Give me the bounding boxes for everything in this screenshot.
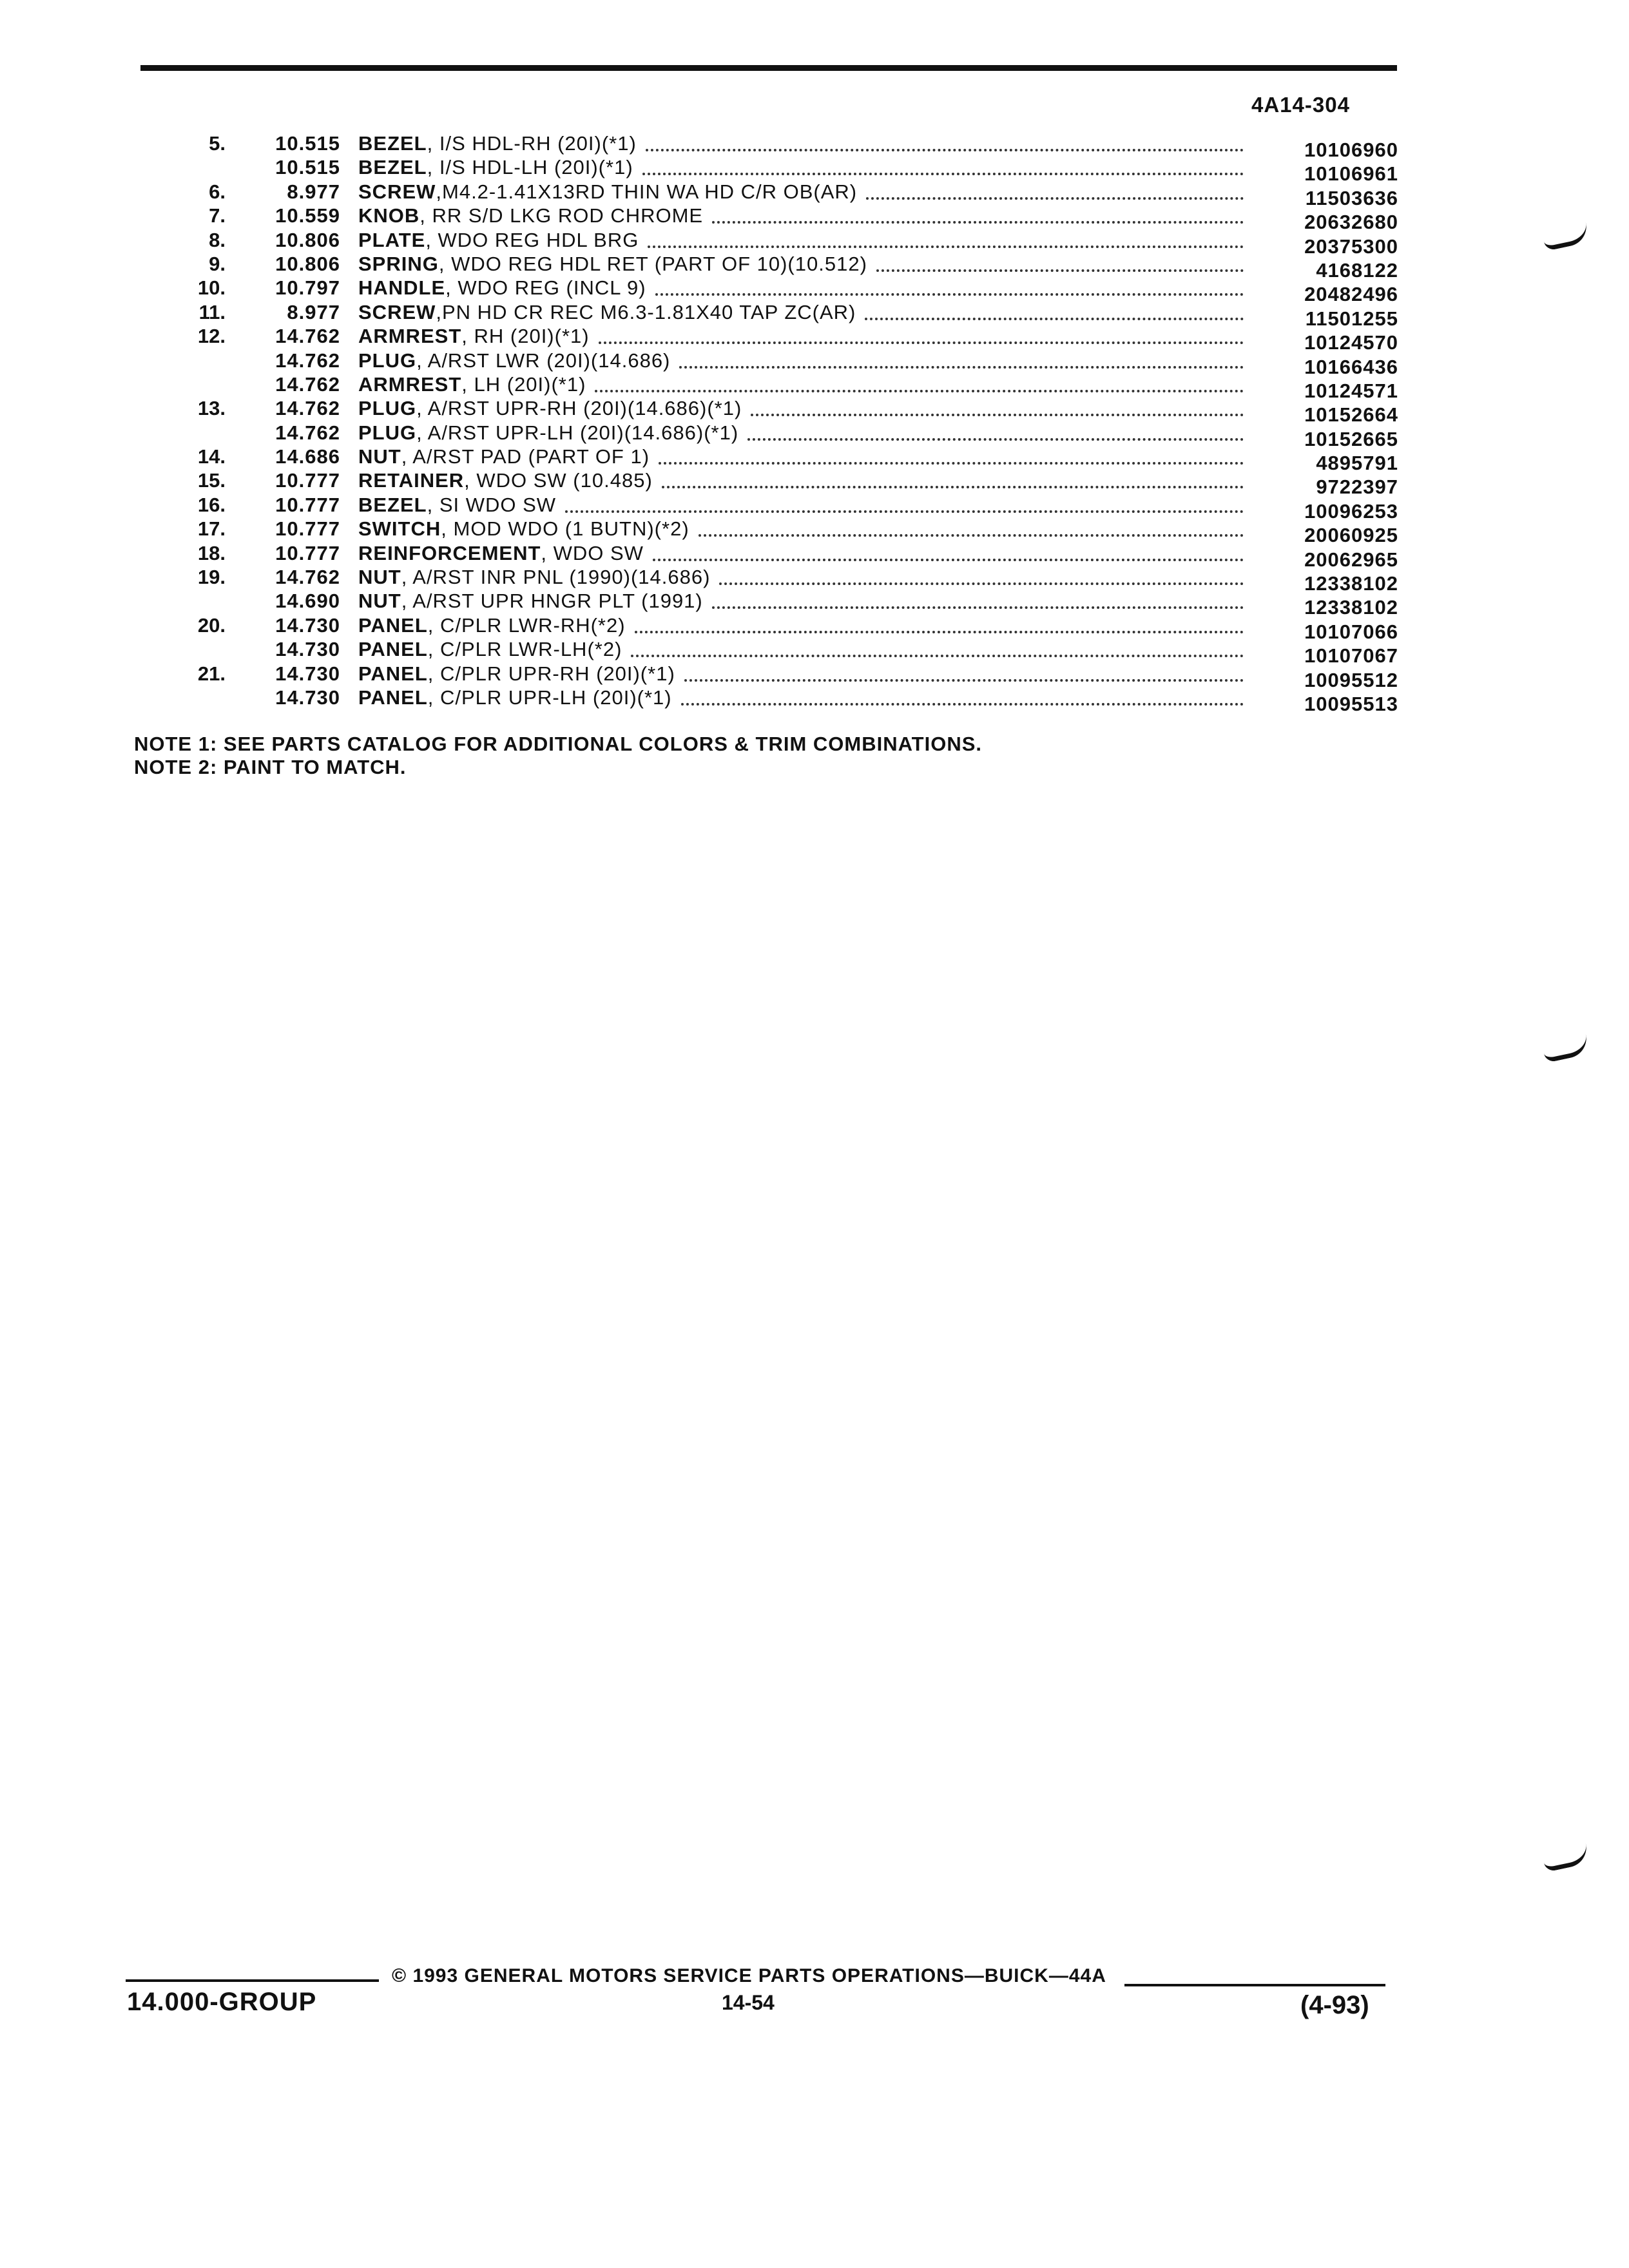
leader-dots: [631, 655, 1244, 657]
group-number: 14.762: [275, 349, 340, 372]
part-number: 9722397: [1316, 476, 1398, 499]
item-index: 20.: [197, 613, 226, 637]
item-index: 17.: [197, 517, 226, 541]
leader-dots: [684, 679, 1244, 682]
leader-dots: [646, 149, 1244, 151]
item-index: 16.: [197, 493, 226, 516]
part-spec: ,M4.2-1.41X13RD THIN WA HD C/R OB(AR): [436, 180, 858, 203]
part-number: 10166436: [1304, 355, 1398, 378]
note-2: NOTE 2: PAINT TO MATCH.: [134, 756, 407, 778]
parts-row: [0, 300, 1629, 330]
part-number: 10152665: [1304, 427, 1398, 450]
parts-row: [0, 638, 1629, 668]
part-description: [358, 204, 703, 227]
part-spec: , LH (20I)(*1): [461, 372, 586, 396]
item-index: 7.: [209, 204, 226, 227]
note-1: NOTE 1: SEE PARTS CATALOG FOR ADDITIONAL COLORS & TRIM COMBINATIONS.: [134, 733, 983, 755]
parts-row: [0, 445, 1629, 475]
item-index: 6.: [209, 180, 226, 203]
part-description: [358, 469, 653, 492]
leader-dots: [653, 559, 1244, 561]
group-number: 10.777: [275, 493, 340, 516]
part-number: 20482496: [1304, 283, 1398, 306]
part-description: [358, 638, 622, 661]
part-name: REINFORCEMENT: [358, 541, 541, 564]
part-name: ARMREST: [358, 325, 462, 348]
parts-row: [0, 421, 1629, 450]
group-number: 10.559: [275, 204, 340, 227]
part-name: PANEL: [358, 662, 428, 685]
footer-group: 14.000-GROUP: [127, 1988, 317, 2016]
item-index: 19.: [197, 566, 226, 589]
part-spec: , SI WDO SW: [427, 493, 557, 516]
leader-dots: [719, 582, 1244, 585]
part-name: PLUG: [358, 349, 417, 372]
group-number: 14.762: [275, 397, 340, 420]
parts-row: [0, 662, 1629, 691]
parts-row: [0, 541, 1629, 571]
leader-dots: [595, 390, 1244, 392]
part-name: BEZEL: [358, 132, 427, 155]
part-name: BEZEL: [358, 156, 427, 179]
part-number: 10095512: [1304, 668, 1398, 691]
part-name: PANEL: [358, 686, 428, 709]
leader-dots: [866, 197, 1244, 200]
item-index: 11.: [198, 300, 226, 323]
footer-left-rule: [126, 1979, 379, 1982]
part-number: 20060925: [1304, 524, 1398, 547]
parts-row: [0, 517, 1629, 547]
part-description: [358, 566, 710, 589]
page-code: 4A14-304: [1251, 93, 1350, 117]
part-description: [358, 132, 637, 155]
leader-dots: [876, 269, 1244, 272]
leader-dots: [635, 631, 1244, 633]
parts-row: [0, 397, 1629, 427]
group-number: 10.777: [275, 541, 340, 564]
part-spec: , C/PLR LWR-LH(*2): [427, 638, 622, 661]
group-number: 10.806: [275, 228, 340, 251]
part-description: [358, 494, 556, 517]
part-description: [358, 349, 670, 372]
item-index: 10.: [197, 276, 226, 300]
group-number: 14.762: [275, 421, 340, 444]
parts-row: [0, 204, 1629, 234]
footer-date: (4-93): [1300, 1991, 1369, 2019]
part-spec: , RR S/D LKG ROD CHROME: [419, 204, 704, 227]
part-spec: , C/PLR LWR-RH(*2): [427, 613, 626, 637]
item-index: 13.: [197, 397, 226, 420]
part-description: [358, 156, 633, 179]
part-number: 12338102: [1304, 596, 1398, 619]
binder-mark: [1542, 1034, 1590, 1063]
part-number: 10106960: [1304, 139, 1398, 161]
part-name: NUT: [358, 566, 401, 589]
parts-row: [0, 349, 1629, 378]
part-spec: ,PN HD CR REC M6.3-1.81X40 TAP ZC(AR): [436, 300, 856, 323]
part-name: SWITCH: [358, 517, 441, 541]
group-number: 10.777: [275, 517, 340, 541]
part-name: PLUG: [358, 421, 417, 444]
part-spec: , A/RST LWR (20I)(14.686): [416, 349, 671, 372]
part-description: [358, 229, 639, 252]
parts-row: [0, 469, 1629, 499]
parts-row: [0, 372, 1629, 402]
part-number: 12338102: [1304, 572, 1398, 595]
group-number: 14.762: [275, 566, 340, 589]
group-number: 10.515: [275, 156, 340, 179]
parts-row: [0, 156, 1629, 186]
part-number: 10152664: [1304, 403, 1398, 427]
part-number: 11501255: [1305, 307, 1398, 330]
part-name: NUT: [358, 590, 401, 613]
footer-copyright: © 1993 GENERAL MOTORS SERVICE PARTS OPERATIONS—BUICK—44A: [392, 1965, 1106, 1986]
part-number: 20375300: [1304, 235, 1398, 258]
part-description: [358, 590, 703, 613]
leader-dots: [565, 510, 1244, 513]
part-spec: , I/S HDL-LH (20I)(*1): [427, 156, 633, 179]
part-description: [358, 253, 867, 276]
part-name: PLATE: [358, 228, 426, 251]
part-number: 10096253: [1304, 499, 1398, 523]
notes: [134, 733, 982, 779]
part-number: 10107066: [1304, 620, 1398, 643]
part-description: [358, 662, 675, 686]
item-index: 14.: [197, 445, 226, 468]
part-number: 10124571: [1304, 379, 1398, 402]
part-name: SCREW: [358, 180, 436, 203]
leader-dots: [648, 245, 1244, 248]
part-spec: , C/PLR UPR-LH (20I)(*1): [427, 686, 672, 709]
part-name: PLUG: [358, 397, 417, 420]
part-description: [358, 542, 644, 565]
parts-row: [0, 686, 1629, 715]
part-spec: , WDO REG (INCL 9): [445, 276, 646, 300]
part-name: HANDLE: [358, 276, 446, 300]
part-spec: , MOD WDO (1 BUTN)(*2): [441, 517, 689, 541]
leader-dots: [865, 318, 1244, 320]
item-index: 15.: [197, 469, 226, 492]
part-name: KNOB: [358, 204, 420, 227]
item-index: 9.: [209, 252, 226, 275]
group-number: 14.762: [275, 372, 340, 396]
part-description: [358, 517, 689, 541]
part-number: 20632680: [1304, 211, 1398, 234]
part-number: 10124570: [1304, 331, 1398, 354]
part-number: 10106961: [1304, 162, 1398, 186]
part-spec: , WDO REG HDL BRG: [425, 228, 639, 251]
group-number: 8.977: [287, 180, 340, 203]
leader-dots: [655, 293, 1244, 296]
group-number: 10.777: [275, 469, 340, 492]
part-description: [358, 686, 672, 709]
leader-dots: [662, 486, 1244, 488]
part-number: 10107067: [1304, 644, 1398, 668]
part-number: 4895791: [1316, 452, 1398, 475]
part-spec: , A/RST UPR HNGR PLT (1991): [401, 590, 703, 613]
leader-dots: [679, 366, 1244, 369]
part-spec: , A/RST INR PNL (1990)(14.686): [401, 566, 711, 589]
part-name: NUT: [358, 445, 401, 468]
part-description: [358, 276, 646, 300]
leader-dots: [681, 703, 1244, 706]
part-description: [358, 421, 738, 445]
part-spec: , WDO SW (10.485): [464, 469, 653, 492]
part-description: [358, 301, 856, 324]
parts-row: [0, 132, 1629, 161]
part-name: RETAINER: [358, 469, 465, 492]
footer-page-number: 14-54: [722, 1991, 775, 2014]
part-name: PANEL: [358, 638, 428, 661]
parts-row: [0, 276, 1629, 306]
part-spec: , WDO SW: [541, 541, 644, 564]
leader-dots: [712, 606, 1244, 609]
leader-dots: [747, 438, 1244, 441]
leader-dots: [599, 341, 1244, 344]
group-number: 14.686: [275, 445, 340, 468]
footer-right-rule: [1124, 1984, 1385, 1986]
part-number: 4168122: [1316, 258, 1398, 282]
part-spec: , RH (20I)(*1): [461, 325, 590, 348]
group-number: 10.797: [275, 276, 340, 300]
part-name: SCREW: [358, 300, 436, 323]
part-description: [358, 445, 650, 468]
part-spec: , A/RST PAD (PART OF 1): [401, 445, 650, 468]
parts-row: [0, 493, 1629, 523]
parts-row: [0, 180, 1629, 209]
item-index: 8.: [209, 228, 226, 251]
part-description: [358, 325, 590, 348]
part-spec: , I/S HDL-RH (20I)(*1): [427, 132, 637, 155]
parts-row: [0, 613, 1629, 643]
group-number: 14.730: [275, 638, 340, 661]
group-number: 14.690: [275, 590, 340, 613]
item-index: 21.: [197, 662, 226, 685]
item-index: 12.: [197, 325, 226, 348]
top-rule: [140, 65, 1397, 71]
group-number: 14.730: [275, 686, 340, 709]
part-description: [358, 614, 626, 637]
group-number: 10.515: [275, 132, 340, 155]
group-number: 10.806: [275, 252, 340, 275]
part-spec: , A/RST UPR-RH (20I)(14.686)(*1): [416, 397, 742, 420]
group-number: 8.977: [287, 300, 340, 323]
parts-row: [0, 325, 1629, 354]
group-number: 14.762: [275, 325, 340, 348]
parts-row: [0, 566, 1629, 595]
part-name: PANEL: [358, 613, 428, 637]
part-name: ARMREST: [358, 372, 462, 396]
parts-row: [0, 228, 1629, 258]
leader-dots: [751, 414, 1244, 416]
part-number: 10095513: [1304, 692, 1398, 715]
part-spec: , A/RST UPR-LH (20I)(14.686)(*1): [416, 421, 739, 444]
part-description: [358, 180, 857, 204]
part-description: [358, 397, 742, 420]
group-number: 14.730: [275, 662, 340, 685]
part-description: [358, 373, 586, 396]
leader-dots: [699, 534, 1244, 537]
group-number: 14.730: [275, 613, 340, 637]
part-number: 11503636: [1305, 186, 1398, 209]
item-index: 18.: [197, 541, 226, 564]
part-number: 20062965: [1304, 548, 1398, 571]
parts-row: [0, 252, 1629, 282]
part-spec: , WDO REG HDL RET (PART OF 10)(10.512): [438, 252, 867, 275]
leader-dots: [642, 173, 1244, 175]
parts-row: [0, 590, 1629, 619]
item-index: 5.: [209, 132, 226, 155]
parts-table: [0, 132, 1629, 715]
binder-mark: [1542, 1843, 1590, 1872]
part-spec: , C/PLR UPR-RH (20I)(*1): [427, 662, 675, 685]
leader-dots: [659, 462, 1244, 465]
leader-dots: [712, 221, 1244, 224]
part-name: BEZEL: [358, 493, 427, 516]
part-name: SPRING: [358, 252, 439, 275]
